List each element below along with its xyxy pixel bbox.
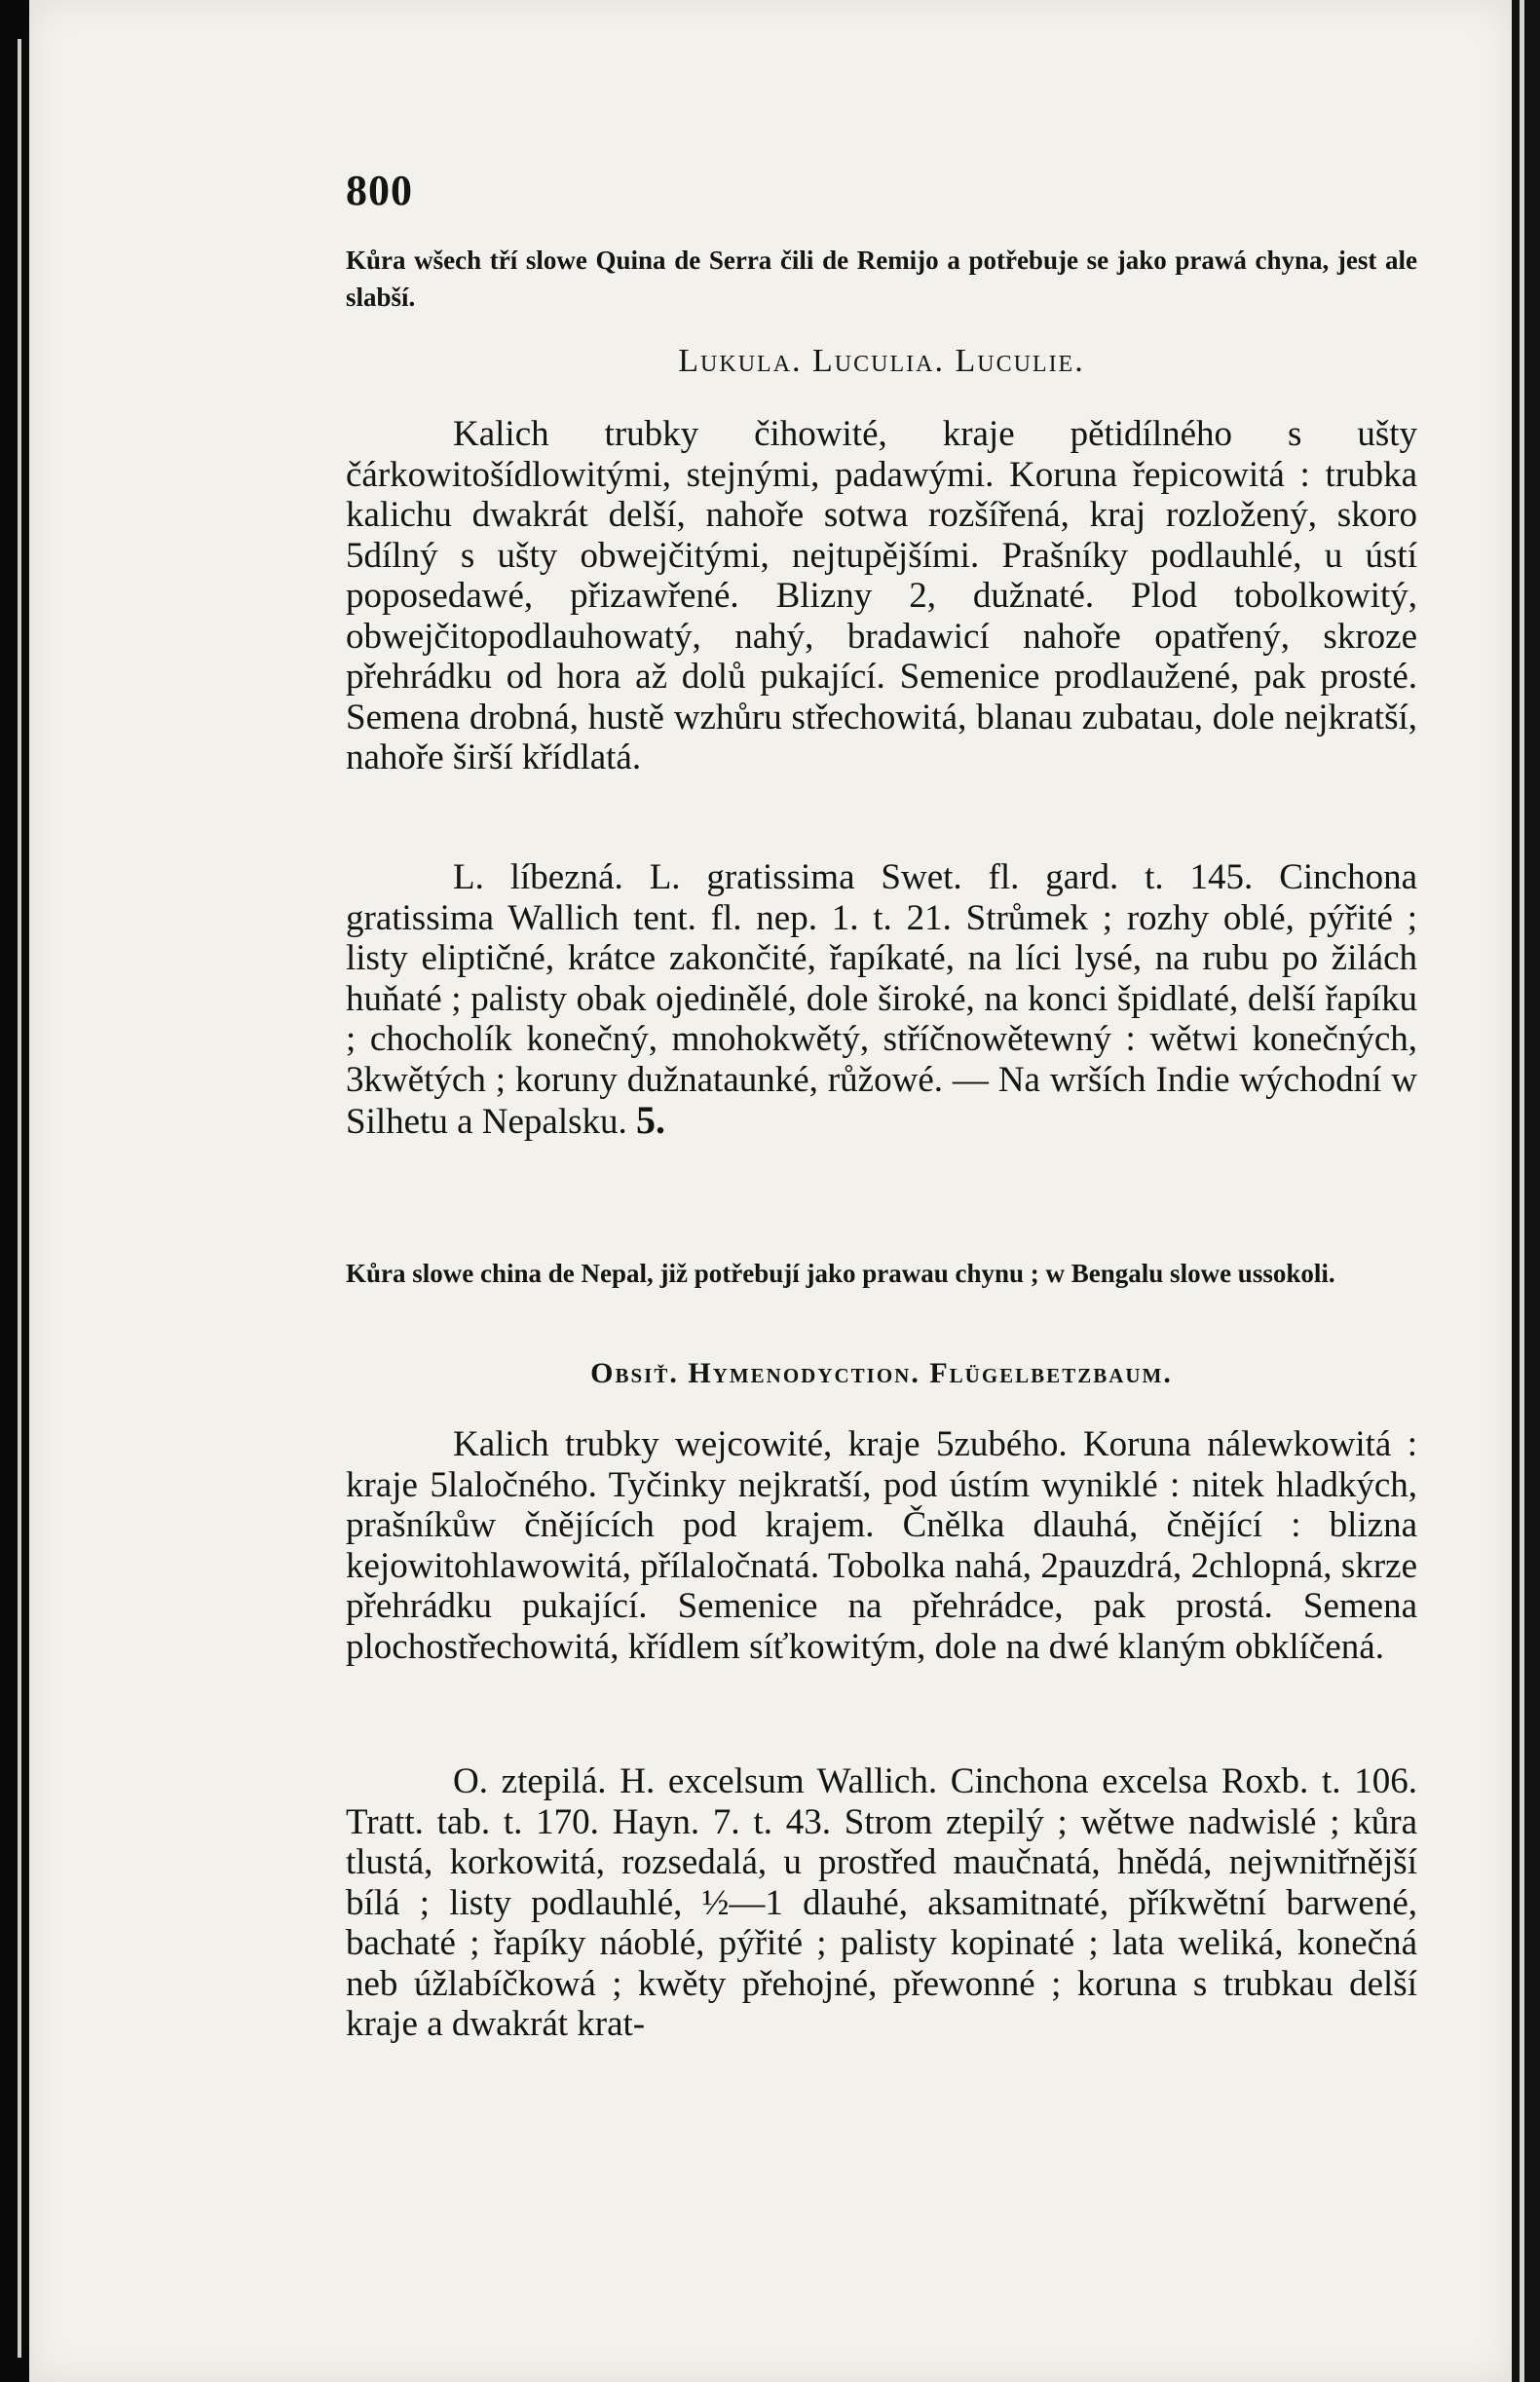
paragraph-luculia-species: [346, 857, 1417, 1143]
paragraph-lukula-description: Kalich trubky čihowité, kraje pětidílného s ušty čárkowitošídlowitými, stejnými, padawými. Koruna řepicowitá : trubka kalichu dwakrát delší, nahoře sotwa rozšířená, kraj rozložený, skoro 5dílný s ušty obwejčitými, nejtupějšími. Prašníky podlauhlé, u ústí poposedawé, přizawřené. Blizny 2, dužnaté. Plod tobolkowitý, obwejčitopodlauhowatý, nahý, bradawicí nahoře opatřený, skroze přehrádku od hora až dolů pukající. Semenice prodlaužené, pak prosté. Semena drobná, hustě wzhůru střechowitá, blanau zubatau, dole nejkratší, nahoře širší křídlatá.: [346, 414, 1417, 777]
right-edge-strip: [1520, 0, 1524, 2382]
page-number: 800: [346, 167, 413, 214]
right-page-edge: [1512, 0, 1540, 2382]
left-edge-strip: [18, 39, 21, 2358]
section-heading-obsit: Obsiť. Hymenodyction. Flügelbetzbaum.: [590, 1357, 1173, 1389]
paragraph-mark: 5.: [636, 1098, 666, 1142]
section-heading-lukula: Lukula. Luculia. Luculie.: [678, 343, 1085, 379]
note-china-de-nepal: Kůra slowe china de Nepal, již potřebují jako prawau chynu ; w Bengalu slowe ussokoli.: [346, 1259, 1335, 1288]
paragraph-luculia-text: L. líbezná. L. gratissima Swet. fl. gard. t. 145. Cinchona gratissima Wallich tent. fl. nep. 1. t. 21. Strůmek ; rozhy oblé, pýřité ; listy eliptičné, krátce zakončité, řapíkaté, na líci lysé, na rubu po žilách huňaté ; palisty obak ojedinělé, dole široké, na konci špidlaté, delší řapíku ; chocholík konečný, mnohokwětý, stříčnowětewný : wětwi konečných, 3kwětých ; koruny dužnataunké, růžowé. — Na wrších Indie wýchodní w Silhetu a Nepalsku.: [346, 857, 1417, 1142]
paragraph-obsit-species: O. ztepilá. H. excelsum Wallich. Cinchona excelsa Roxb. t. 106. Tratt. tab. t. 170. Hayn. 7. t. 43. Strom ztepilý ; wětwe nadwislé ; kůra tlustá, korkowitá, rozsedalá, u prostřed maučnatá, hnědá, nejwnitřnější bílá ; listy podlauhlé, ½—1 dlauhé, aksamitnaté, příkwětní barwené, bachaté ; řapíky náoblé, pýřité ; palisty kopinaté ; lata weliká, konečná neb úžlabíčkowá ; kwěty přehojné, přewonné ; koruna s trubkau delší kraje a dwakrát krat-: [346, 1761, 1417, 2044]
paragraph-obsit-description: Kalich trubky wejcowité, kraje 5zubého. Koruna nálewkowitá : kraje 5laločného. Tyčinky nejkratší, pod ústím wyniklé : nitek hladkých, prašníkůw čnějících pod krajem. Čnělka dlauhá, čnějící : blizna kejowitohlawowitá, přílaločnatá. Tobolka nahá, 2pauzdrá, 2chlopná, skrze přehrádku pukající. Semenice na přehrádce, pak prostá. Semena plochostřechowitá, křídlem síťkowitým, dole na dwé klaným obklíčená.: [346, 1424, 1417, 1667]
left-page-edge: [0, 0, 29, 2382]
note-top: Kůra wšech tří slowe Quina de Serra čili de Remijo a potřebuje se jako prawá chyna, jest ale slabší.: [346, 246, 1417, 312]
